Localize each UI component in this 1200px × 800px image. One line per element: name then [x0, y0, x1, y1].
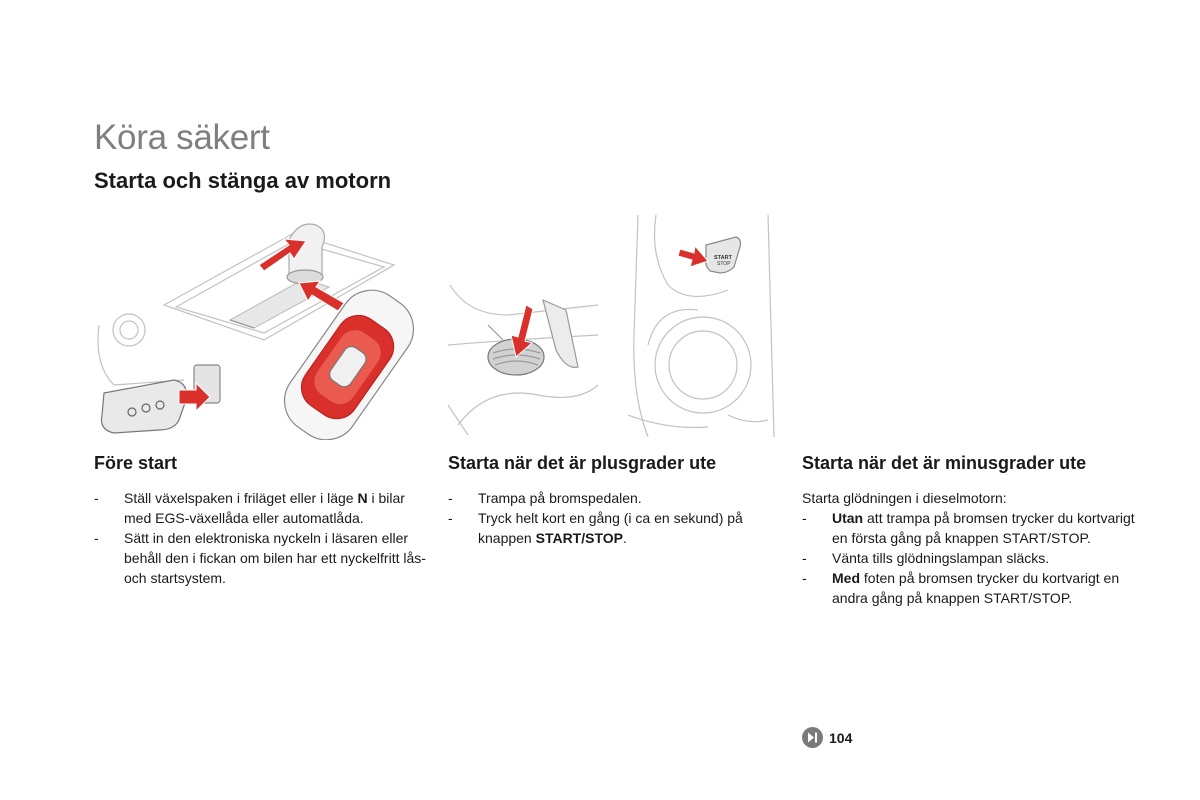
list-dash: -	[448, 490, 453, 506]
gear-key-illustration	[94, 215, 434, 440]
list-item: - Vänta tills glödningslampan släcks.	[802, 550, 1050, 566]
heading-cold-start: Starta när det är minusgrader ute	[802, 453, 1087, 473]
intro-text: Starta glödningen i dieselmotorn:	[802, 490, 1007, 506]
list-item: - Ställ växelspaken i friläget eller i läge N i bilar med EGS-växellåda eller automatlåda.	[94, 490, 405, 526]
column-cold-start	[802, 453, 1142, 608]
list-item: - Med foten på bromsen trycker du kortvarigt en andra gång på knappen START/STOP.	[802, 570, 1120, 606]
stop-label: STOP	[717, 261, 731, 267]
heading-before-start: Före start	[94, 453, 178, 473]
list-item: - Sätt in den elektroniska nyckeln i läsaren eller behåll den i fickan om bilen har ett nyckelfritt lås- och startsystem.	[94, 530, 426, 586]
page-title: Köra säkert	[94, 118, 270, 157]
list-dash: -	[94, 530, 99, 546]
list-item: - Trampa på bromspedalen.	[448, 490, 642, 506]
heading-warm-start: Starta när det är plusgrader ute	[448, 453, 717, 473]
list-dash: -	[802, 570, 807, 586]
next-page-icon[interactable]	[802, 727, 823, 748]
page-footer	[802, 727, 852, 748]
list-dash: -	[802, 550, 807, 566]
page-number: 104	[829, 729, 853, 746]
brake-pedal-illustration	[448, 275, 600, 435]
list-item: - Utan att trampa på bromsen trycker du kortvarigt en första gång på knappen START/STOP.	[802, 510, 1135, 546]
list-dash: -	[94, 490, 99, 506]
start-stop-button-illustration	[628, 215, 778, 437]
list-dash: -	[802, 510, 807, 526]
start-label: START	[714, 255, 732, 261]
list-item: - Tryck helt kort en gång (i ca en sekund) på knappen START/STOP.	[448, 510, 743, 546]
column-warm-start	[448, 453, 788, 548]
list-dash: -	[448, 510, 453, 526]
play-icon	[806, 731, 819, 744]
column-before-start	[94, 453, 434, 588]
section-title: Starta och stänga av motorn	[94, 168, 392, 193]
